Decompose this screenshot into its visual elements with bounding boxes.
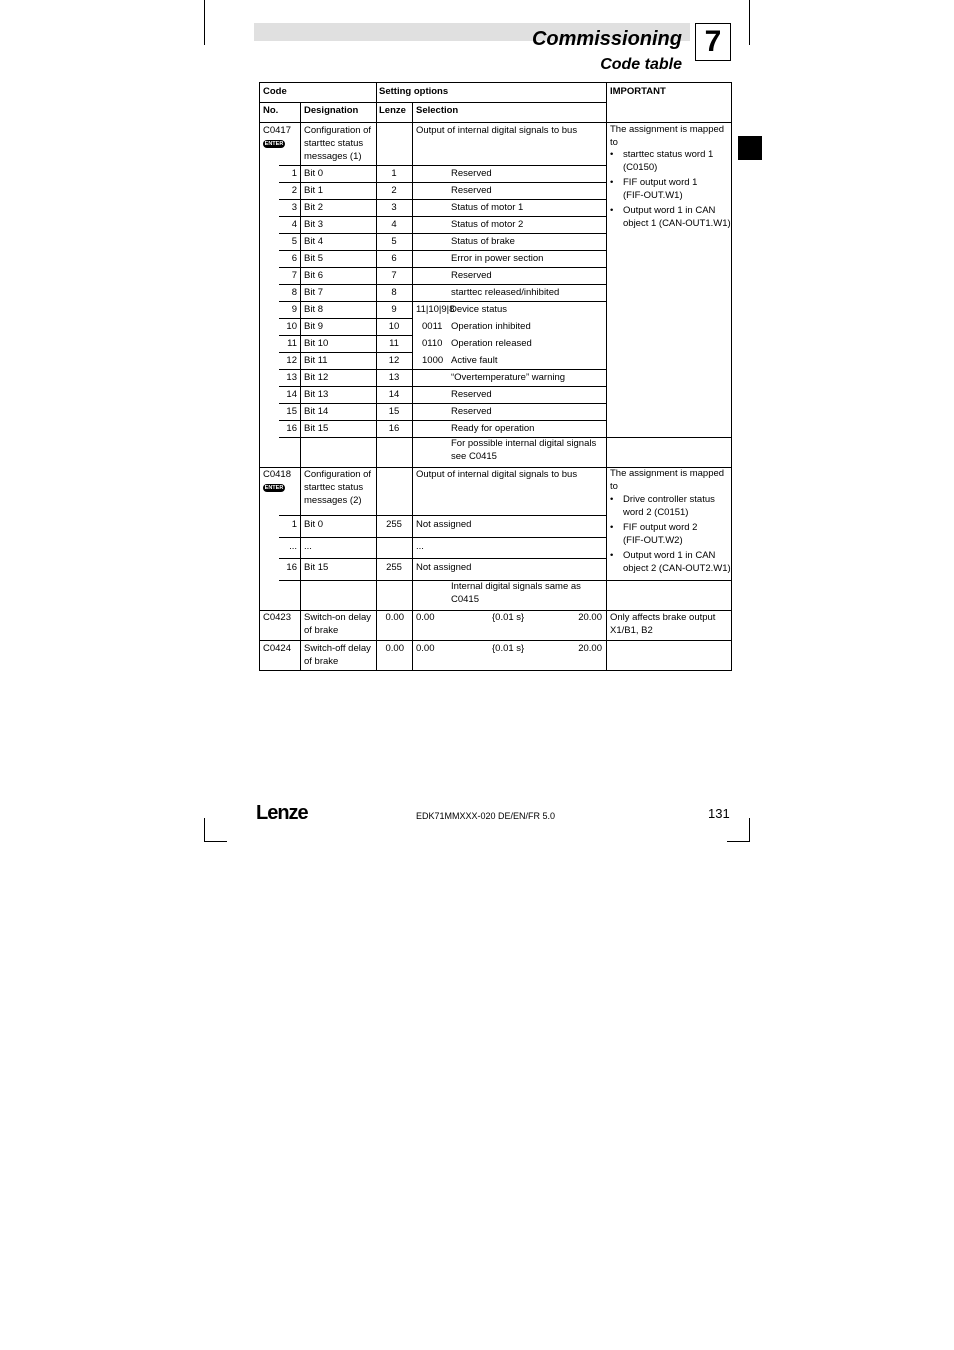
bullet-text: FIF output word 1 (623, 177, 698, 188)
row-line (279, 369, 606, 370)
designation-line: Switch-on delay (304, 612, 372, 623)
lenze-value: 0.00 (385, 612, 404, 623)
bullet-text: Output word 1 in CAN (623, 550, 716, 561)
row-bit: Bit 8 (304, 304, 324, 315)
row-line (260, 122, 731, 123)
range-max: 20.00 (578, 612, 602, 623)
bullet-text: (FIF-OUT.W2) (623, 534, 683, 546)
row-selection: ... (416, 541, 424, 552)
designation-line: Configuration of (304, 125, 372, 136)
row-lenze: 12 (388, 355, 400, 366)
row-line (260, 610, 731, 611)
row-lenze: 255 (386, 519, 402, 530)
row-bit: Bit 13 (304, 389, 329, 400)
row-bit: Bit 4 (304, 236, 324, 247)
important-text: X1/B1, B2 (610, 624, 653, 636)
row-bit: Bit 15 (304, 423, 329, 434)
row-lenze: 13 (388, 372, 400, 383)
lenze-value: 0.00 (385, 643, 404, 654)
row-lenze: 7 (391, 270, 397, 281)
range-step: {0.01 s} (492, 612, 525, 623)
row-number: 5 (291, 236, 297, 247)
important-bullet (610, 550, 730, 576)
row-selection: Operation inhibited (451, 321, 531, 332)
row-line (279, 250, 606, 251)
designation-line: Switch-off delay (304, 643, 371, 654)
row-line (279, 165, 606, 166)
row-lenze: 10 (388, 321, 400, 332)
row-selection: Error in power section (451, 253, 544, 264)
row-selection: Reserved (451, 185, 492, 196)
row-selection: Reserved (451, 168, 492, 179)
bullet-dot: • (610, 149, 614, 160)
row-lenze: 6 (391, 253, 397, 264)
code-c0423: C0423 (263, 612, 291, 623)
range-step: {0.01 s} (492, 643, 525, 654)
row-number: 10 (286, 321, 297, 332)
important-bullet (610, 149, 730, 175)
row-line (279, 403, 606, 404)
designation-line: of brake (304, 624, 339, 636)
crop-mark (749, 818, 750, 842)
head-important: IMPORTANT (610, 86, 666, 97)
row-line (279, 537, 606, 538)
head-selection: Selection (416, 105, 459, 116)
crop-mark (204, 841, 227, 842)
important-bullet (610, 205, 730, 231)
important-text: The assignment is mapped (610, 124, 725, 135)
crop-mark (727, 841, 750, 842)
designation-line: of brake (304, 655, 339, 667)
row-line (260, 640, 731, 641)
row-number: 8 (291, 287, 297, 298)
row-lenze: 9 (391, 304, 397, 315)
row-selection: Operation released (451, 338, 532, 349)
head-code: Code (263, 86, 287, 97)
row-bit: Bit 15 (304, 562, 329, 573)
selection-title: Output of internal digital signals to bus (416, 125, 578, 136)
row-selection: Reserved (451, 389, 492, 400)
row-selection: Reserved (451, 270, 492, 281)
code-table (259, 82, 732, 671)
crop-mark (204, 818, 205, 842)
row-bit: Bit 2 (304, 202, 324, 213)
row-bit: Bit 7 (304, 287, 324, 298)
bullet-text: FIF output word 2 (623, 522, 698, 533)
designation-line: starttec status (304, 481, 364, 493)
row-number: 6 (291, 253, 297, 264)
row-bit: Bit 9 (304, 321, 324, 332)
head-setting-options: Setting options (379, 86, 449, 97)
row-bit: Bit 0 (304, 168, 324, 179)
row-selection: Ready for operation (451, 423, 535, 434)
bullet-dot: • (610, 177, 614, 188)
row-number: 1 (291, 168, 297, 179)
row-number: 4 (291, 219, 297, 230)
selection-title: Output of internal digital signals to bus (416, 469, 578, 480)
head-lenze: Lenze (379, 105, 406, 116)
row-lenze: 2 (391, 185, 397, 196)
bullet-dot: • (610, 205, 614, 216)
row-number: 9 (291, 304, 297, 315)
row-number: 14 (286, 389, 297, 400)
row-selection: starttec released/inhibited (451, 287, 560, 298)
range-max: 20.00 (578, 643, 602, 654)
important-text: to (610, 480, 618, 492)
row-bit: ... (304, 541, 312, 552)
row-line (279, 515, 606, 516)
important-bullet (610, 177, 730, 203)
note-line: For possible internal digital signals (451, 438, 597, 449)
note-line: see C0415 (451, 450, 497, 462)
row-number: 3 (291, 202, 297, 213)
important-text: to (610, 136, 618, 148)
row-line (279, 352, 413, 353)
row-bit: Bit 0 (304, 519, 324, 530)
row-selection: “Overtemperature” warning (451, 372, 566, 383)
bullet-text: word 2 (C0151) (623, 506, 689, 518)
row-code: 1000 (422, 355, 444, 366)
row-lenze: 8 (391, 287, 397, 298)
row-line (279, 420, 606, 421)
row-line (279, 284, 606, 285)
chapter-number: 7 (695, 23, 731, 61)
row-bit: Bit 10 (304, 338, 329, 349)
code-c0418: C0418 (263, 469, 291, 480)
row-code: 0110 (422, 338, 443, 349)
row-number: 2 (291, 185, 297, 196)
bullet-dot: • (610, 494, 614, 505)
row-bit: Bit 1 (304, 185, 324, 196)
row-selection: Reserved (451, 406, 492, 417)
bullet-dot: • (610, 550, 614, 561)
designation-line: starttec status (304, 137, 364, 149)
row-number: 7 (291, 270, 297, 281)
important-text: Only affects brake output (610, 612, 716, 623)
row-line (279, 267, 606, 268)
row-number: ... (289, 541, 297, 552)
bullet-text: starttec status word 1 (623, 149, 714, 160)
page-subtitle: Code table (600, 56, 682, 73)
row-line (260, 102, 376, 103)
row-lenze: 3 (391, 202, 397, 213)
head-designation: Designation (304, 105, 359, 116)
row-line (279, 318, 413, 319)
row-selection: Not assigned (416, 562, 472, 573)
row-line (279, 182, 606, 183)
col-line (606, 83, 607, 671)
important-bullet (610, 494, 730, 520)
code-c0417: C0417 (263, 125, 291, 136)
row-bit: Bit 6 (304, 270, 324, 281)
row-line (279, 199, 606, 200)
row-lenze: 1 (391, 168, 397, 179)
row-line (279, 233, 606, 234)
range-min: 0.00 (416, 612, 435, 623)
bullet-text: (FIF-OUT.W1) (623, 189, 683, 201)
row-line (279, 301, 606, 302)
row-lenze: 255 (386, 562, 402, 573)
row-lenze: 16 (388, 423, 400, 434)
row-lenze: 11 (389, 338, 399, 349)
important-bullet (610, 522, 730, 548)
row-line (606, 580, 731, 581)
row-line (279, 558, 606, 559)
row-number: 1 (291, 519, 297, 530)
row-bit: Bit 12 (304, 372, 329, 383)
bullet-text: object 2 (CAN-OUT2.W1) (623, 562, 731, 574)
row-line (279, 386, 606, 387)
row-number: 12 (286, 355, 297, 366)
lenze-logo: Lenze (256, 802, 308, 824)
row-selection: Active fault (451, 355, 498, 366)
row-bitmask: 11|10|9|8 (416, 304, 455, 315)
row-lenze: 15 (388, 406, 400, 417)
bullet-text: object 1 (CAN-OUT1.W1) (623, 217, 731, 229)
page-number: 131 (708, 806, 730, 821)
row-selection: Device status (450, 304, 508, 315)
page-title: Commissioning (531, 28, 682, 50)
designation-line: Configuration of (304, 469, 372, 480)
row-lenze: 14 (388, 389, 400, 400)
code-c0424: C0424 (263, 643, 291, 654)
crop-mark (749, 0, 750, 45)
head-no: No. (263, 105, 279, 116)
row-number: 16 (286, 423, 297, 434)
note-line: C0415 (451, 593, 479, 605)
row-line (279, 216, 606, 217)
row-lenze: 4 (391, 219, 397, 230)
row-lenze: 5 (391, 236, 397, 247)
designation-line: messages (1) (304, 150, 362, 162)
chapter-tab-marker (738, 136, 762, 160)
row-selection: Status of motor 1 (451, 202, 524, 213)
enter-icon: ENTER (264, 485, 284, 491)
row-line (376, 102, 606, 103)
row-selection: Status of brake (451, 236, 515, 247)
row-line (279, 335, 413, 336)
row-line (606, 437, 731, 438)
row-number: 15 (286, 406, 297, 417)
designation-line: messages (2) (304, 494, 362, 506)
row-bit: Bit 5 (304, 253, 324, 264)
crop-mark (204, 0, 205, 45)
row-selection: Status of motor 2 (451, 219, 524, 230)
row-number: 11 (287, 338, 297, 349)
bullet-text: (C0150) (623, 161, 658, 173)
row-number: 16 (286, 562, 297, 573)
row-bit: Bit 3 (304, 219, 324, 230)
document-id: EDK71MMXXX-020 DE/EN/FR 5.0 (416, 811, 556, 821)
row-number: 13 (286, 372, 297, 383)
enter-icon: ENTER (264, 141, 284, 147)
bullet-dot: • (610, 522, 614, 533)
note-line: Internal digital signals same as (451, 581, 581, 592)
range-min: 0.00 (416, 643, 435, 654)
row-bit: Bit 14 (304, 406, 329, 417)
row-selection: Not assigned (416, 519, 472, 530)
bullet-text: Output word 1 in CAN (623, 205, 716, 216)
row-code: 0011 (422, 321, 443, 332)
bullet-text: Drive controller status (623, 494, 715, 505)
important-text: The assignment is mapped (610, 468, 725, 479)
row-bit: Bit 11 (304, 355, 328, 366)
